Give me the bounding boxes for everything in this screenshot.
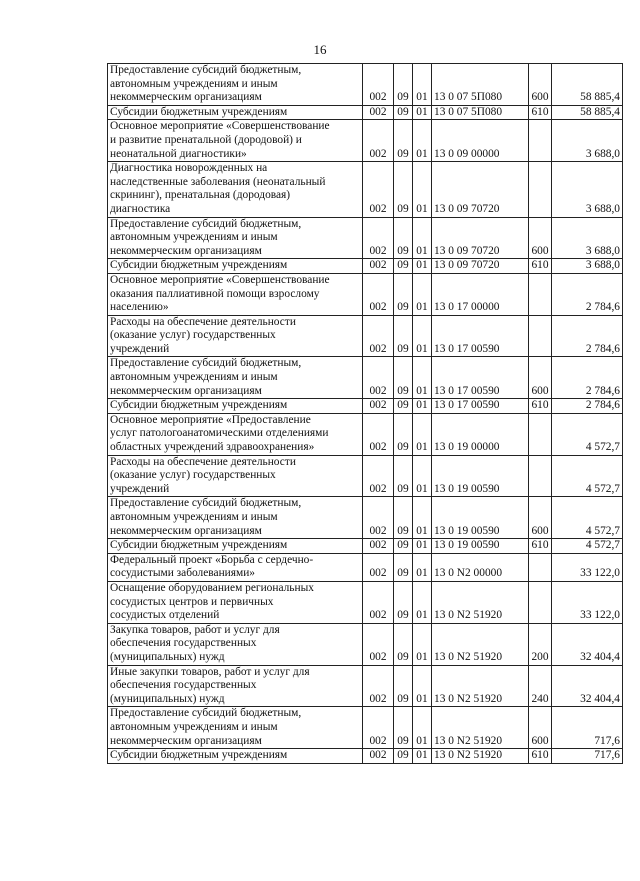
admin-code: 002 [363,162,394,217]
target-article-code: 13 0 09 00000 [432,120,529,162]
expense-name-line: Закупка товаров, работ и услуг для [110,623,280,636]
section-code: 09 [394,399,413,414]
amount: 3 688,0 [552,217,623,259]
amount: 717,6 [552,749,623,764]
admin-code: 002 [363,217,394,259]
expense-name-line: диагностика [110,202,171,215]
expense-name-line: Расходы на обеспечение деятельности [110,455,296,468]
admin-code: 002 [363,315,394,357]
table-row [108,581,623,623]
amount: 33 122,0 [552,581,623,623]
amount: 4 572,7 [552,413,623,455]
section-code: 09 [394,539,413,554]
expense-name-line: Расходы на обеспечение деятельности [110,315,296,328]
expense-name-line: автономным учреждениям и иным [110,511,278,523]
admin-code: 002 [363,259,394,274]
expense-name-line: областных учреждений здравоохранения» [110,441,315,454]
target-article-code: 13 0 07 5П080 [432,105,529,120]
section-code: 09 [394,497,413,539]
admin-code: 002 [363,665,394,707]
subsection-code: 01 [413,413,432,455]
expense-name [108,707,363,749]
expense-name [108,497,363,539]
table-row [108,315,623,357]
subsection-code: 01 [413,707,432,749]
expense-type-code [529,120,552,162]
expense-name-line: автономным учреждениям и иным [110,720,278,733]
section-code: 09 [394,749,413,764]
section-code: 09 [394,413,413,455]
expense-name-line: Предоставление субсидий бюджетным, [110,64,302,76]
expense-name [108,315,363,357]
subsection-code: 01 [413,64,432,106]
amount: 2 784,6 [552,399,623,414]
expense-name [108,749,363,764]
expense-name-line: сосудистых центров и первичных [110,595,274,608]
expense-name-line: Оснащение оборудованием региональных [110,581,314,594]
section-code: 09 [394,357,413,399]
expense-name [108,539,363,554]
expense-name [108,64,363,106]
subsection-code: 01 [413,553,432,581]
section-code: 09 [394,581,413,623]
table-row [108,539,623,554]
amount: 4 572,7 [552,497,623,539]
section-code: 09 [394,259,413,274]
admin-code: 002 [363,455,394,497]
expense-name [108,120,363,162]
subsection-code: 01 [413,162,432,217]
expense-type-code: 610 [529,259,552,274]
target-article-code: 13 0 17 00590 [432,315,529,357]
expense-name-line: услуг патологоанатомическими отделениями [110,427,329,440]
expense-name [108,623,363,665]
expense-name-line: учреждений [110,482,170,495]
target-article-code: 13 0 19 00590 [432,497,529,539]
expense-name-line: Субсидии бюджетным учреждениям [110,749,288,762]
subsection-code: 01 [413,497,432,539]
subsection-code: 01 [413,217,432,259]
table-row [108,553,623,581]
expense-type-code: 600 [529,64,552,106]
section-code: 09 [394,64,413,106]
expense-type-code: 610 [529,749,552,764]
expense-name-line: некоммерческим организациям [110,384,262,397]
expense-type-code: 600 [529,707,552,749]
target-article-code: 13 0 N2 51920 [432,665,529,707]
subsection-code: 01 [413,259,432,274]
expense-name-line: Предоставление субсидий бюджетным, [110,707,302,720]
subsection-code: 01 [413,315,432,357]
section-code: 09 [394,273,413,315]
expense-name-line: сосудистых отделений [110,609,220,622]
target-article-code: 13 0 N2 51920 [432,707,529,749]
admin-code: 002 [363,64,394,106]
subsection-code: 01 [413,273,432,315]
amount: 2 784,6 [552,315,623,357]
expense-name [108,162,363,217]
section-code: 09 [394,217,413,259]
budget-table [107,63,623,764]
expense-name-line: автономным учреждениям и иным [110,77,278,90]
expense-name [108,273,363,315]
amount: 3 688,0 [552,162,623,217]
subsection-code: 01 [413,749,432,764]
target-article-code: 13 0 N2 51920 [432,623,529,665]
section-code: 09 [394,707,413,749]
amount: 717,6 [552,707,623,749]
expense-type-code [529,581,552,623]
table-row [108,497,623,539]
target-article-code: 13 0 07 5П080 [432,64,529,106]
amount: 32 404,4 [552,623,623,665]
admin-code: 002 [363,497,394,539]
amount: 4 572,7 [552,455,623,497]
table-row [108,217,623,259]
admin-code: 002 [363,120,394,162]
expense-name-line: Субсидии бюджетным учреждениям [110,539,288,552]
expense-type-code [529,162,552,217]
expense-type-code: 600 [529,497,552,539]
expense-name-line: некоммерческим организациям [110,524,262,537]
admin-code: 002 [363,399,394,414]
section-code: 09 [394,553,413,581]
admin-code: 002 [363,553,394,581]
expense-type-code [529,455,552,497]
table-row [108,413,623,455]
expense-type-code [529,273,552,315]
expense-name-line: и развитие пренатальной (дородовой) и [110,133,302,146]
section-code: 09 [394,665,413,707]
expense-name-line: обеспечения государственных [110,637,257,650]
budget-table-body [108,64,623,764]
target-article-code: 13 0 19 00590 [432,539,529,554]
table-row [108,749,623,764]
expense-name [108,399,363,414]
expense-name-line: (оказание услуг) государственных [110,329,276,342]
table-row [108,665,623,707]
table-row [108,623,623,665]
expense-type-code [529,413,552,455]
target-article-code: 13 0 09 70720 [432,217,529,259]
admin-code: 002 [363,413,394,455]
table-row [108,64,623,106]
expense-name-line: сосудистыми заболеваниями» [110,567,255,580]
admin-code: 002 [363,707,394,749]
expense-name-line: обеспечения государственных [110,679,257,692]
expense-name-line: Субсидии бюджетным учреждениям [110,259,288,272]
amount: 32 404,4 [552,665,623,707]
section-code: 09 [394,162,413,217]
section-code: 09 [394,623,413,665]
amount: 4 572,7 [552,539,623,554]
amount: 58 885,4 [552,105,623,120]
expense-name-line: Субсидии бюджетным учреждениям [110,105,288,118]
expense-name-line: наследственные заболевания (неонатальный [110,175,326,188]
expense-type-code [529,553,552,581]
expense-name-line: Основное мероприятие «Предоставление [110,413,311,426]
expense-name-line: Основное мероприятие «Совершенствование [110,273,330,286]
amount: 2 784,6 [552,273,623,315]
expense-name-line: автономным учреждениям и иным [110,231,278,244]
table-row [108,273,623,315]
expense-name-line: неонатальной диагностики» [110,147,247,160]
expense-name-line: (оказание услуг) государственных [110,469,276,482]
section-code: 09 [394,455,413,497]
admin-code: 002 [363,623,394,665]
table-row [108,399,623,414]
expense-type-code: 600 [529,357,552,399]
target-article-code: 13 0 17 00000 [432,273,529,315]
target-article-code: 13 0 09 70720 [432,162,529,217]
table-row [108,105,623,120]
target-article-code: 13 0 N2 51920 [432,749,529,764]
section-code: 09 [394,315,413,357]
expense-name-line: Федеральный проект «Борьба с сердечно- [110,553,314,566]
expense-name-line: оказания паллиативной помощи взрослому [110,287,320,300]
amount: 33 122,0 [552,553,623,581]
amount: 3 688,0 [552,120,623,162]
expense-name-line: скрининг), пренатальная (дородовая) [110,189,291,202]
amount: 2 784,6 [552,357,623,399]
expense-name-line: населению» [110,301,169,314]
target-article-code: 13 0 17 00590 [432,357,529,399]
admin-code: 002 [363,105,394,120]
subsection-code: 01 [413,105,432,120]
section-code: 09 [394,120,413,162]
subsection-code: 01 [413,120,432,162]
table-row [108,357,623,399]
target-article-code: 13 0 N2 51920 [432,581,529,623]
admin-code: 002 [363,749,394,764]
expense-name-line: Предоставление субсидий бюджетным, [110,497,302,510]
expense-name-line: Субсидии бюджетным учреждениям [110,399,288,412]
target-article-code: 13 0 N2 00000 [432,553,529,581]
admin-code: 002 [363,357,394,399]
admin-code: 002 [363,273,394,315]
expense-name-line: некоммерческим организациям [110,91,262,104]
target-article-code: 13 0 09 70720 [432,259,529,274]
expense-name [108,581,363,623]
expense-name-line: Диагностика новорожденных на [110,162,268,175]
subsection-code: 01 [413,455,432,497]
table-row [108,259,623,274]
expense-name-line: некоммерческим организациям [110,244,262,257]
subsection-code: 01 [413,399,432,414]
target-article-code: 13 0 19 00000 [432,413,529,455]
amount: 3 688,0 [552,259,623,274]
amount: 58 885,4 [552,64,623,106]
subsection-code: 01 [413,665,432,707]
expense-type-code: 200 [529,623,552,665]
admin-code: 002 [363,581,394,623]
expense-name-line: некоммерческим организациям [110,734,262,747]
admin-code: 002 [363,539,394,554]
expense-name-line: Предоставление субсидий бюджетным, [110,357,302,370]
expense-name-line: Предоставление субсидий бюджетным, [110,217,302,230]
subsection-code: 01 [413,357,432,399]
expense-type-code: 240 [529,665,552,707]
subsection-code: 01 [413,623,432,665]
expense-type-code: 610 [529,105,552,120]
expense-name [108,357,363,399]
expense-name-line: автономным учреждениям и иным [110,371,278,384]
expense-name-line: учреждений [110,342,170,355]
expense-name [108,553,363,581]
expense-name [108,217,363,259]
table-row [108,455,623,497]
expense-name [108,105,363,120]
expense-type-code: 610 [529,539,552,554]
table-row [108,162,623,217]
expense-name-line: Основное мероприятие «Совершенствование [110,120,330,133]
expense-name [108,665,363,707]
expense-type-code: 600 [529,217,552,259]
table-row [108,707,623,749]
target-article-code: 13 0 19 00590 [432,455,529,497]
section-code: 09 [394,105,413,120]
target-article-code: 13 0 17 00590 [432,399,529,414]
expense-type-code [529,315,552,357]
expense-name-line: Иные закупки товаров, работ и услуг для [110,665,310,678]
table-row [108,120,623,162]
expense-name [108,413,363,455]
expense-name [108,259,363,274]
expense-type-code: 610 [529,399,552,414]
page-number: 16 [313,42,327,57]
expense-name-line: (муниципальных) нужд [110,692,225,705]
expense-name [108,455,363,497]
expense-name-line: (муниципальных) нужд [110,650,225,663]
subsection-code: 01 [413,581,432,623]
subsection-code: 01 [413,539,432,554]
